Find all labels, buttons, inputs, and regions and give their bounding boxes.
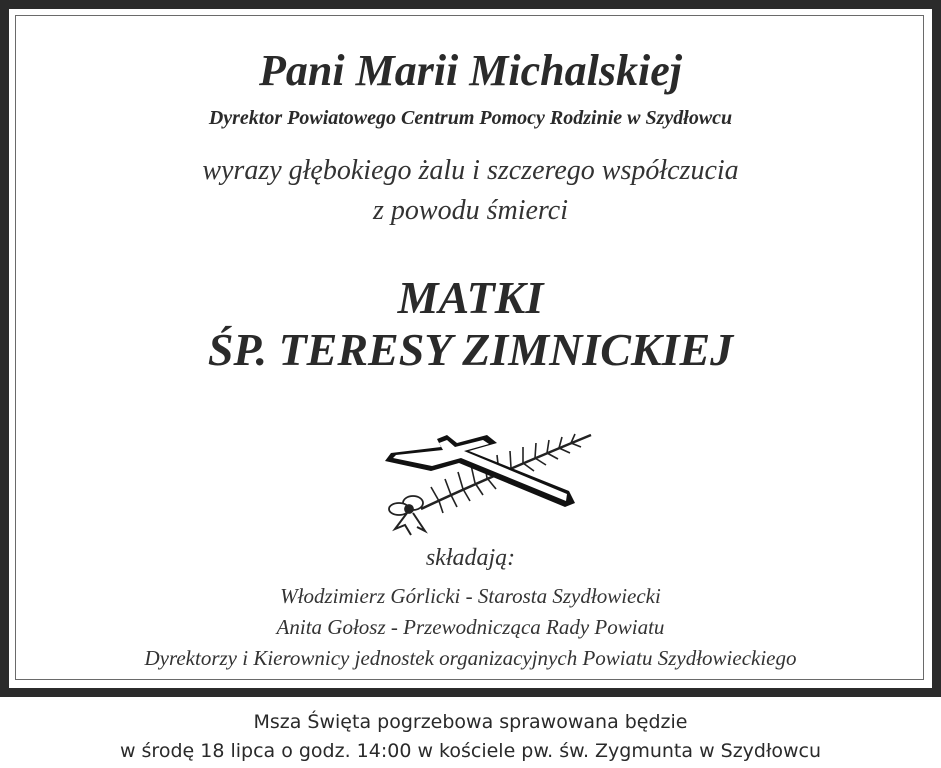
funeral-mass-info-line-2: w środę 18 lipca o godz. 14:00 w kościele pw. św. Zygmunta w Szydłowcu <box>119 740 822 762</box>
deceased-relation: MATKI <box>397 272 544 323</box>
recipient-name: Pani Marii Michalskiej <box>259 46 682 95</box>
signers-label: składają: <box>425 545 516 571</box>
deceased-name: ŚP. TERESY ZIMNICKIEJ <box>207 324 734 375</box>
signer-line: Włodzimierz Górlicki - Starosta Szydłowiecki <box>280 584 661 608</box>
obituary-card <box>9 9 932 688</box>
condolence-line-1: wyrazy głębokiego żalu i szczerego współczucia <box>202 155 739 186</box>
signer-line: Dyrektorzy i Kierownicy jednostek organizacyjnych Powiatu Szydłowieckiego <box>144 646 797 670</box>
funeral-mass-info-line-1: Msza Święta pogrzebowa sprawowana będzie <box>253 711 688 733</box>
cross-with-palm-branch-icon <box>369 417 599 537</box>
signer-line: Anita Gołosz - Przewodnicząca Rady Powiatu <box>276 615 665 639</box>
recipient-title: Dyrektor Powiatowego Centrum Pomocy Rodzinie w Szydłowcu <box>208 107 733 129</box>
card-content <box>9 9 932 688</box>
condolence-line-2: z powodu śmierci <box>373 195 568 226</box>
